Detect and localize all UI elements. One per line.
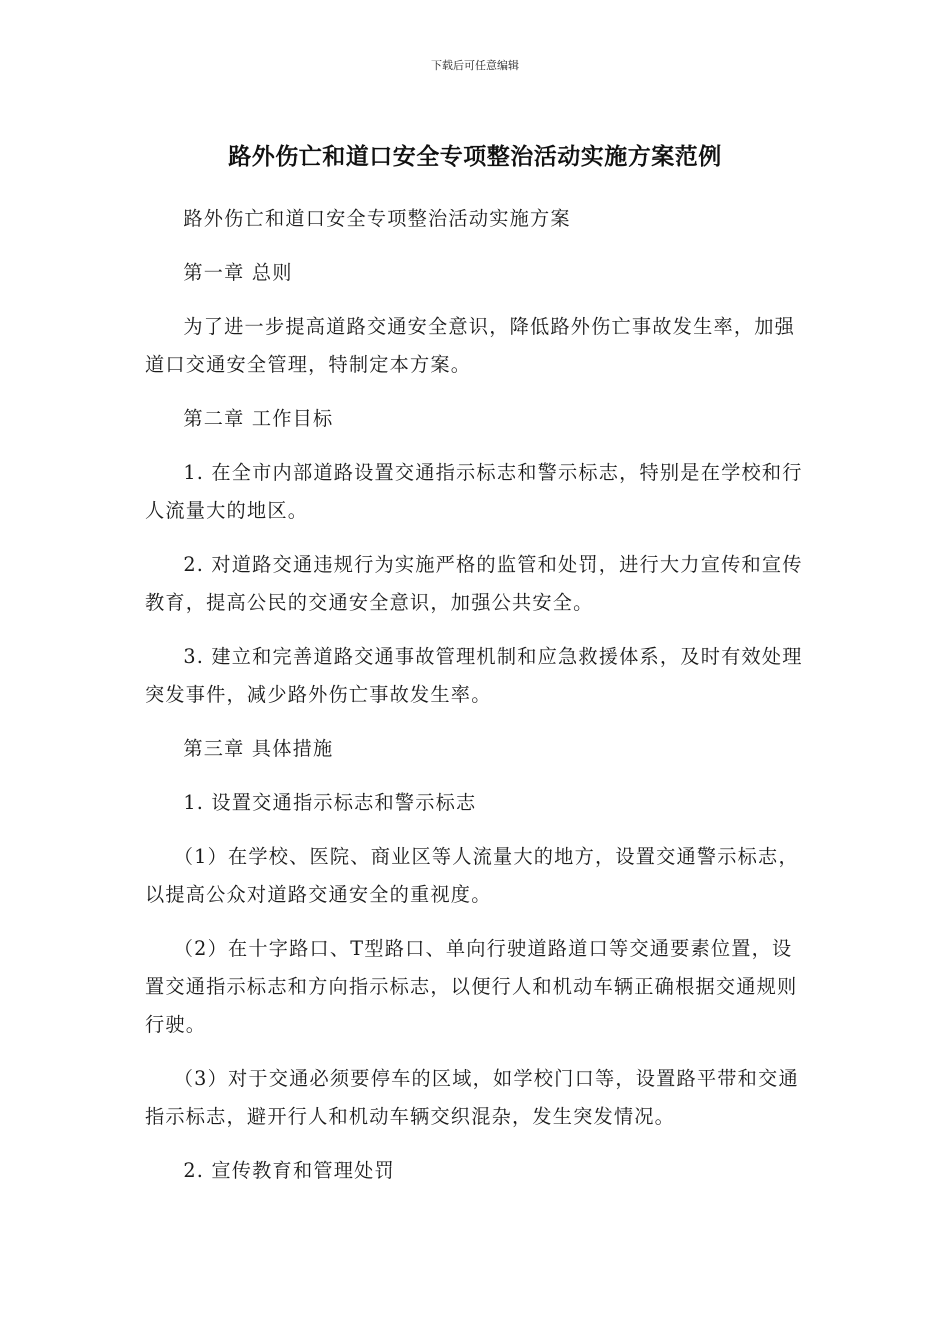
document-body	[145, 200, 805, 1206]
body-paragraph: 为了进一步提高道路交通安全意识，降低路外伤亡事故发生率，加强道口交通安全管理，特制定本方案。	[145, 315, 796, 376]
chapter-heading-1: 第一章 总则	[183, 261, 293, 284]
subtitle-paragraph: 路外伤亡和道口安全专项整治活动实施方案	[183, 207, 571, 230]
measure-subitem-1: （1）在学校、医院、商业区等人流量大的地方，设置交通警示标志，以提高公众对道路交通安全的重视度。	[145, 845, 799, 906]
document-title: 路外伤亡和道口安全专项整治活动实施方案范例	[228, 144, 722, 170]
goal-item-2: 2. 对道路交通违规行为实施严格的监管和处罚，进行大力宣传和宣传教育，提高公民的交通安全意识，加强公共安全。	[145, 553, 803, 614]
goal-item-1: 1. 在全市内部道路设置交通指示标志和警示标志，特别是在学校和行人流量大的地区。	[145, 461, 803, 522]
chapter-heading-2: 第二章 工作目标	[183, 407, 334, 430]
measure-subitem-2: （2）在十字路口、T型路口、单向行驶道路道口等交通要素位置，设置交通指示标志和方向指示标志，以便行人和机动车辆正确根据交通规则行驶。	[145, 937, 798, 1036]
measure-heading-1: 1. 设置交通指示标志和警示标志	[183, 791, 477, 814]
goal-item-3: 3. 建立和完善道路交通事故管理机制和应急救援体系，及时有效处理突发事件，减少路外伤亡事故发生率。	[145, 645, 803, 706]
chapter-heading-3: 第三章 具体措施	[183, 737, 334, 760]
header-note: 下载后可任意编辑	[431, 59, 519, 72]
measure-subitem-3: （3）对于交通必须要停车的区域，如学校门口等，设置路平带和交通指示标志，避开行人和机动车辆交织混杂，发生突发情况。	[145, 1067, 799, 1128]
measure-heading-2: 2. 宣传教育和管理处罚	[183, 1159, 395, 1182]
